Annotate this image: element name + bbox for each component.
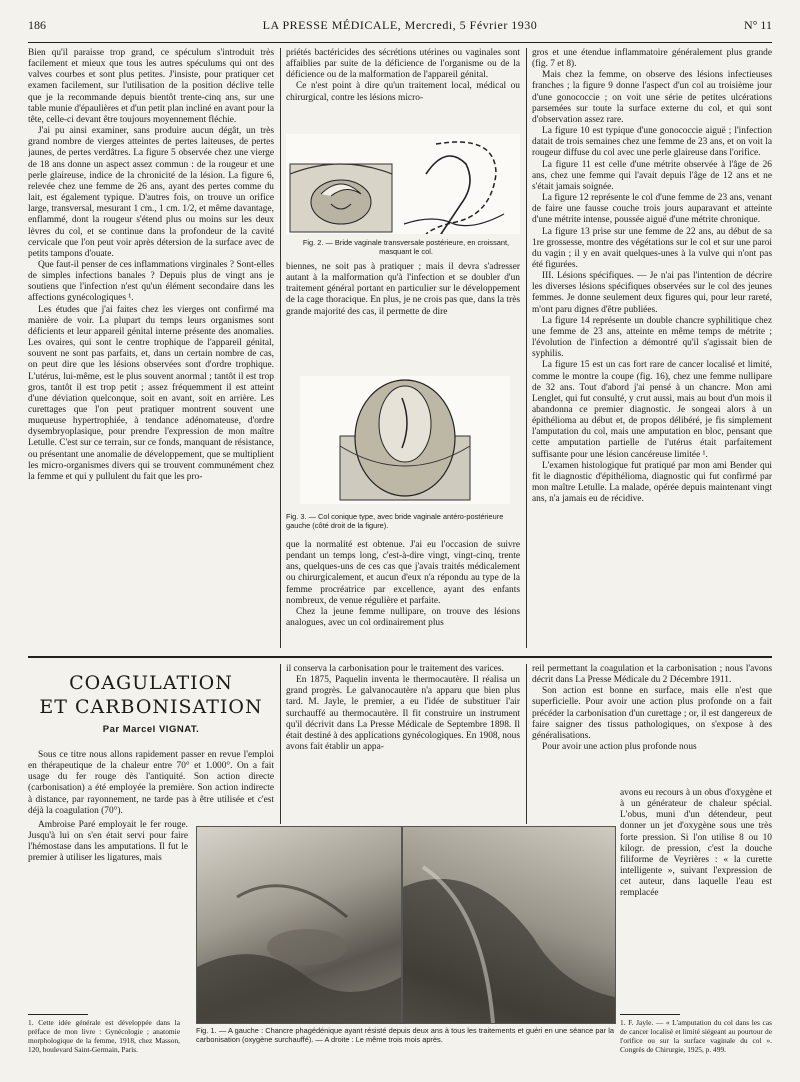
footnote-rule (28, 1014, 88, 1015)
page-number: 186 (28, 18, 46, 32)
article-byline: Par Marcel VIGNAT. (102, 724, 200, 735)
paragraph: J'ai pu ainsi examiner, sans produire aucun dégât, un très grand nombre de vierges atteintes de pertes laiteuses, de pertes jaunes, de pertes verdâtres. La figure 5 observée chez une vierge de 18 ans donne un aspect assez commun : de la rougeur et une perle glaireuse, indice de la chronicité de la lésion. La figure 6, relevée chez une femme de 26 ans, ayant des pertes comme du lait, est également typique. D'autres fois, on trouve un orifice large, transversal, mesurant 1 cm., 1 cm. 1/2, et même davantage, enflammé, dont la rougeur s'étend plus ou moins sur les deux lèvres du col, et se continue dans la profondeur de la cavité cervicale que l'on peut voir après détersion de la surface avec de petits tampons d'ouate. (28, 126, 274, 259)
paragraph: Chez la jeune femme nullipare, on trouve des lésions analogues, avec un col ordinairement plus (286, 606, 520, 629)
paragraph: La figure 13 prise sur une femme de 22 ans, au début de sa 1re grossesse, montre des végétations sur le col et sur une paroi du vagin ; il y en avait quelques-unes à la vulve qui n'ont pas été figurées. (532, 226, 772, 270)
figure-1-right-photo (402, 826, 616, 1024)
paragraph: Sous ce titre nous allons rapidement passer en revue l'emploi en thérapeutique de la chaleur entre 70° et 1.000°. On a fait usage du fer rouge dès l'antiquité. Son action directe (carbonisation) a été employée la première. Son action indirecte à distance, par rayonnement, ne tarde pas à être utilisée et c'est déjà la coagulation (70°). (28, 750, 274, 816)
footnote-2: 1. F. Jayle. — « L'amputation du col dans les cas de cancer localisé et limité siégeant au pourtour de l'orifice ou sur la surface vaginale du col ». Congrès de Chirurgie, 1925, p. 499. (620, 1018, 772, 1054)
paragraph: Son action est bonne en surface, mais elle n'est que superficielle. Pour avoir une action plus profonde on a fait précéder la carbonisation d'un curettage ; or, il est dangereux de faire saigner des tissus pathologiques, on s'expose à des généralisations. (532, 686, 772, 741)
top-column-2-middle (286, 262, 520, 372)
figure-1-caption: Fig. 1. — A gauche : Chancre phagédénique ayant résisté depuis deux ans à tous les traitements et guéri en une séance par la carbonisation (oxygène surchauffé). — A droite : Le même trois mois après. (196, 1026, 614, 1044)
column-divider (526, 48, 527, 648)
paragraph: III. Lésions spécifiques. — Je n'ai pas l'intention de décrire les diverses lésions spécifiques observées sur le col des jeunes femmes. Je donne seulement deux figures qui, pour leur rareté, m'ont paru dignes d'être publiées. (532, 271, 772, 315)
header-rule (28, 42, 772, 43)
issue-number: N° 11 (743, 18, 772, 32)
figure-3-illustration (300, 376, 510, 504)
column-divider (280, 48, 281, 648)
figure-1-left-photo (196, 826, 402, 1024)
bottom-column-2 (286, 664, 520, 824)
paragraph: avons eu recours à un obus d'oxygène et à un générateur de chaleur spécial. L'obus, muni d'un détendeur, peut donner un jet d'oxygène sous une très forte pression. Si l'on utilise 8 ou 10 kilogr. de pression, c'est la douche filiforme de Veyrières : « la curette intelligente », suivant l'expression de cet auteur, dans laquelle l'eau est remplacée (620, 788, 772, 899)
paragraph: biennes, ne soit pas à pratiquer ; mais il devra s'adresser autant à la malformation qu'à l'infection et se doubler d'un traitement général portant en particulier sur le développement de la cage thoracique. En plus, je ne crois pas que, dans la très grande majorité des cas, il permette de dire (286, 262, 520, 317)
footnote-rule (620, 1014, 680, 1015)
section-rule (28, 656, 772, 658)
figure-2-illustration (286, 134, 520, 234)
figure-2-caption: Fig. 2. — Bride vaginale transversale postérieure, en croissant, masquant le col. (302, 238, 510, 256)
column-divider (526, 664, 527, 824)
page-header (28, 18, 772, 38)
paragraph: La figure 12 représente le col d'une femme de 23 ans, venant de faire une fausse couche trois jours auparavant et atteinte d'une métrite intense, poussée aiguë d'une métrite chronique. (532, 193, 772, 226)
paragraph: En 1875, Paquelin inventa le thermocautère. Il réalisa un grand progrès. Le galvanocautère n'a apparu que bien plus tard. M. Jayle, le premier, a eu l'idée de substituer l'air surchauffé au thermocautère. Il fit construire un instrument qu'il décrivit dans La Presse Médicale de Septembre 1898. Il était destiné à des applications gynécologiques. En 1908, nous avons fait établir un appa- (286, 675, 520, 753)
paragraph: gros et une étendue inflammatoire généralement plus grande (fig. 7 et 8). (532, 48, 772, 70)
top-column-1 (28, 48, 274, 652)
bottom-column-1-upper (28, 750, 274, 820)
paragraph: priétés bactéricides des sécrétions utérines ou vaginales sont affaiblies par suite de la déficience de l'organisme ou de la déficience ou de la malformation de l'appareil génital. (286, 48, 520, 81)
article-title-line-2: ET CARBONISATION (39, 696, 263, 718)
bottom-column-3-lower (620, 788, 772, 1014)
paragraph: La figure 15 est un cas fort rare de cancer localisé et limité, comme le montre la coupe (fig. 16), chez une femme nullipare de 32 ans. Tout d'abord j'ai pensé à un chancre. Mon ami Lenglet, qui fut consulté, y crut aussi, mais au bout d'un mois il abandonna ce premier diagnostic. Je songeai alors à un épithélioma au début et, de propos délibéré, je fis simplement l'amputation du col, mais une amputation en bloc, pensant que cette amputation partielle de l'utérus était parfaitement suffisante pour une lésion cancéreuse limitée ¹. (532, 360, 772, 460)
top-column-2-upper (286, 48, 520, 132)
paragraph: La figure 10 est typique d'une gonococcie aiguë ; l'infection datait de trois semaines chez une femme de 23 ans, et on voit la rougeur diffuse du col avec une perle glaireuse dans l'orifice. (532, 126, 772, 159)
article-title-line-1: COAGULATION (69, 672, 233, 694)
paragraph: reil permettant la coagulation et la carbonisation ; nous l'avons décrit dans La Presse Médicale du 2 Décembre 1911. (532, 664, 772, 686)
paragraph: La figure 11 est celle d'une métrite observée à l'âge de 26 ans, chez une femme qui l'avait depuis l'âge de 12 ans et ne s'était jamais soignée. (532, 159, 772, 192)
paragraph: Que faut-il penser de ces inflammations virginales ? Sont-elles de simples infections banales ? Depuis plus de vingt ans je soutiens que l'infection n'est qu'un élément secondaire dans les affections gynécologiques ¹. (28, 259, 274, 304)
paragraph: Bien qu'il paraisse trop grand, ce spéculum s'introduit très facilement et mieux que tous les autres spéculums qui ont des valves courbes et sont plus petites. J'insiste, pour pratiquer cet examen facilement, sur l'utilisation de la position déclive telle que je la recommande depuis bientôt trente-cinq ans, sur une table munie d'épaulières et d'un petit plan incliné en avant pour la tête, celle-ci devant être toujours moyennement fléchie. (28, 48, 274, 125)
figure-3-caption: Fig. 3. — Col conique type, avec bride vaginale antéro-postérieure gauche (côté droit de la figure). (286, 512, 504, 530)
paragraph: La figure 14 représente un double chancre syphilitique chez une femme de 23 ans, atteinte en même temps de métrite ; l'évolution de l'infection a démontré qu'il s'agissait bien de syphilis. (532, 315, 772, 360)
paragraph: Ce n'est point à dire qu'un traitement local, médical ou chirurgical, contre les lésions micro- (286, 81, 520, 103)
footnote-1: 1. Cette idée générale est développée dans la préface de mon livre : Gynécologie ; anatomie morphologique de la femme, 1918, chez Masson, 120, boulevard Saint-Germain, Paris. (28, 1018, 180, 1054)
paragraph: L'examen histologique fut pratiqué par mon ami Bender qui fit le diagnostic d'épithélioma, diagnostic qui fut confirmé par mon maître Letulle. La malade, opérée depuis maintenant vingt ans, n'a jamais eu de récidive. (532, 460, 772, 505)
bottom-column-1-lower (28, 820, 188, 1016)
top-column-2-lower (286, 540, 520, 652)
column-divider (280, 664, 281, 824)
paragraph: Mais chez la femme, on observe des lésions infectieuses franches ; la figure 9 donne l'aspect d'un col au troisième jour d'une gonococcie ; on voit une série de petites ulcérations parsemées sur toute la surface externe du col, et qui sont d'observation assez rare. (532, 70, 772, 125)
paragraph: Les études que j'ai faites chez les vierges ont confirmé ma manière de voir. La plupart du temps leurs organismes sont déficients et leur appareil génital interne présente des anomalies. Les ovaires, qui sont le centre trophique de l'appareil génital, souvent ne sont pas parfaits, et, dans un certain nombre de cas, on peut dire que les lésions observées sont d'ordre trophique. L'utérus, lui-même, est le plus souvent anormal ; tantôt il est trop gros, tantôt il est trop petit ; assez fréquemment il est atteint d'une déviation quelconque, soit en avant, soit en arrière. Les curettages que l'on peut pratiquer montrent souvent une muqueuse hypertrophiée, à tendance adénomateuse, d'ordre dysembryoplasique, pour prendre l'expression de mon maître Letulle. C'est sur ce terrain, sur ce fonds, manquant de résistance, ou présentant une anomalie de développement, que se multiplient les micro-organismes divers qui se trouvent communément chez la femme et qui y pullulent du fait que les pro- (28, 304, 274, 482)
paragraph: Pour avoir une action plus profonde nous (542, 742, 697, 753)
paragraph: il conserva la carbonisation pour le traitement des varices. (286, 664, 504, 674)
paragraph: Ambroise Paré employait le fer rouge. Jusqu'à lui on s'en était servi pour faire l'hémostase dans les amputations. Il fut le premier à utiliser les ligatures, mais (28, 820, 188, 864)
paragraph: que la normalité est obtenue. J'ai eu l'occasion de suivre pendant un temps long, c'est-à-dire vingt, vingt-cinq, trente ans, quelques-uns de ces cas que j'avais traités médicalement ou chirurgicalement, et aucun d'eux n'a répondu au type de la femme procréatrice par excellence, ayant des enfants nombreux, de venue régulière et parfaite. (286, 540, 520, 606)
top-column-3 (532, 48, 772, 652)
journal-title: LA PRESSE MÉDICALE, Mercredi, 5 Février 1930 (262, 18, 538, 32)
